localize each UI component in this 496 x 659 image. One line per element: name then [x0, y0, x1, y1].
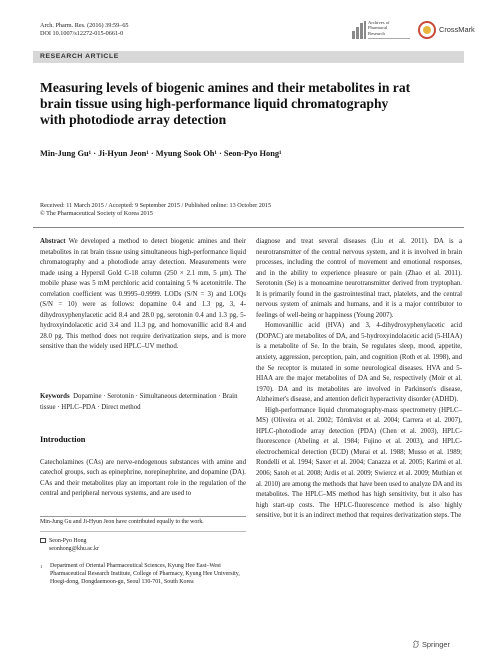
footnote-divider	[40, 531, 246, 532]
journal-reference	[40, 22, 129, 39]
publication-dates: Received: 11 March 2015 / Accepted: 9 September 2015 / Published online: 13 October 2015 © The Pharmaceutical Society of Korea 2015	[40, 202, 272, 217]
paragraph: High-performance liquid chromatography-mass spectrometry (HPLC–MS) (Oliveira et al. 2002; Törnkvist et al. 2004; Carrera et al. 2007), HPLC-photodiode array detection (PDA) (Chen et al. 2003), HPLC-fluorescence (Abeling et al. 1984; Fujino et al. 2003), and HPLC-electrochemical detection (ECD) (Murai et al. 1988; Musso et al. 1989; Rondelli et al. 1994; Saxer et al. 2004; Canazza et al. 2005; Karimi et al. 2006; Satoh et al. 2008; Ardis et al. 2009; Swiercz et al. 2009; Muthian et al. 2010) are among the methods that have been used to analyze DA and its metabolites. The HPLC–MS method has high sensitivity, but it also has high start-up costs. The HPLC-fluorescence method is also highly sensitive, but it is an indirect method that requires derivatization steps. The	[256, 406, 462, 520]
corresponding-name: Seon-Pyo Hong	[49, 538, 87, 544]
keywords-text: Dopamine · Serotonin · Simultaneous determination · Brain tissue · HPLC–PDA · Direct method	[40, 393, 238, 411]
affiliation-text: Department of Oriental Pharmaceutical Sciences, Kyung Hee East–West Pharmaceutical Research Institute, College of Pharmacy, Kyung Hee University, Hoegi-dong, Dongdaemoon-gu, Seoul 130-701, South Korea	[50, 563, 240, 585]
article-type-banner	[33, 51, 464, 63]
article-title: Measuring levels of biogenic amines and their metabolites in rat brain tissue using high-performance liquid chromatography with photodiode array detection	[40, 80, 411, 128]
envelope-icon	[40, 538, 46, 543]
corresponding-email[interactable]: seonhong@khu.ac.kr	[49, 545, 99, 552]
footnote-divider	[40, 516, 246, 517]
keywords	[40, 392, 246, 413]
keywords-label: Keywords	[40, 393, 70, 400]
author-list: Min-Jung Gu¹ · Ji-Hyun Jeon¹ · Myung Sook Oh¹ · Seon-Pyo Hong¹	[40, 149, 282, 158]
right-column-text	[256, 237, 462, 522]
springer-horse-icon	[412, 640, 420, 648]
crossmark-badge[interactable]	[418, 20, 475, 42]
doi: DOI 10.1007/s12272-015-0661-0	[40, 30, 124, 38]
journal-citation: Arch. Pharm. Res. (2016) 39:59–65	[40, 22, 129, 29]
publisher-name: Springer	[422, 640, 450, 649]
abstract-text: We developed a method to detect biogenic amines and their metabolites in rat brain tissue using simultaneous high-performance liquid chromatography and a photodiode array detection. Measurements were made using a Hypersil Gold C-18 column (250 × 2.1 mm, 5 μm). The mobile phase was 5 mM perchloric acid containing 5 % acetonitrile. The correlation coefficient was 0.9995–0.9999. LODs (S/N = 3) and LOQs (S/N = 10) were as follows: dopamine 0.4 and 1.3 pg, 3, 4-dihydroxyphenylacetic acid 8.4 and 28.0 pg, serotonin 0.4 and 1.3 pg, 5-hydroxyindolacetic acid 3.4 and 11.3 pg, and homovanillic acid 8.4 and 28.0 pg. This method does not require derivatization steps, and is more sensitive than the widely used HPLC–UV method.	[40, 238, 246, 351]
divider	[33, 227, 464, 228]
corresponding-author	[40, 538, 99, 554]
abstract-label: Abstract	[40, 238, 66, 245]
crossmark-icon	[418, 21, 436, 39]
abstract	[40, 237, 246, 353]
footnote-equal-contribution: Min-Jung Gu and Ji-Hyun Jeon have contributed equally to the work.	[40, 519, 204, 525]
publisher-logo	[412, 640, 450, 649]
affiliation	[40, 563, 246, 586]
article-type-label: RESEARCH ARTICLE	[40, 52, 119, 60]
journal-logo-icon	[352, 21, 366, 39]
crossmark-label: CrossMark	[439, 25, 475, 34]
journal-logo: Archives of Pharmacal Research	[352, 19, 412, 45]
affiliation-marker: 1	[40, 564, 43, 569]
section-heading-introduction: Introduction	[40, 435, 86, 444]
paragraph: diagnose and treat several diseases (Liu et al. 2011). DA is a neurotransmitter of the central nervous system, and it is involved in brain processes, including the control of movement and emotional responses, and in the ability to experience pleasure or pain (Zhao et al. 2011). Serotonin (Se) is a monoamine neurotransmitter derived from tryptophan. It is primarily found in the gastrointestinal tract, platelets, and the central nervous system of animals and humans, and it is a major contributor to feelings of well-being or happiness (Young 2007).	[256, 238, 462, 319]
paragraph: Homovanillic acid (HVA) and 3, 4-dihydroxyphenylacetic acid (DOPAC) are metabolites of DA, and 5-hydroxyindolacetic acid (5-HIAA) is a metabolite of Se. In the brain, Se regulates sleep, mood, appetite, anxiety, aggression, perception, pain, and cognition (Roth et al. 1998), and the Se receptor is mutated in some neurological diseases. HVA and 5-HIAA are the major metabolites of DA and Se, respectively (Moir et al. 1970). DA and its metabolites are involved in Parkinson's disease, Alzheimer's disease, and attention deficit hyperactivity disorder (ADHD).	[256, 322, 462, 404]
introduction-text: Catecholamines (CAs) are nerve-endogenous substances with amine and catechol groups, such as epinephrine, norepinephrine, and dopamine (DA). CAs and their metabolites play an important role in the regulation of the central and peripheral nervous systems, and are used to	[40, 459, 246, 498]
